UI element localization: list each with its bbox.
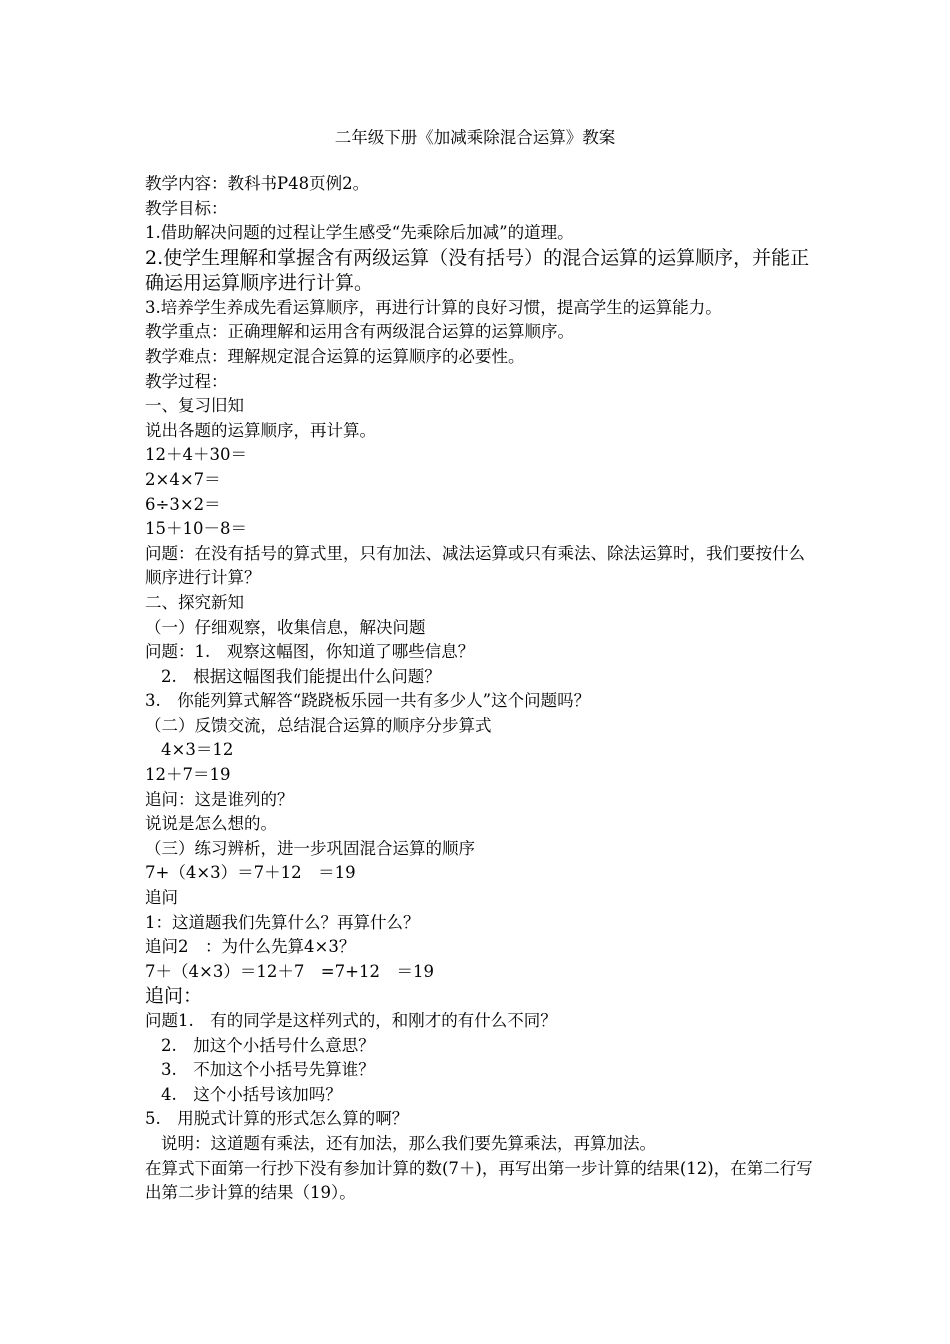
- section-heading: 二、探究新知: [145, 592, 244, 612]
- text-line: 1.借助解决问题的过程让学生感受“先乘除后加减”的道理。: [145, 223, 574, 243]
- subsection-heading: （二）反馈交流，总结混合运算的顺序分步算式: [145, 715, 492, 735]
- text-line: 追问：这是谁列的？: [145, 789, 294, 809]
- text-line: 教学目标：: [145, 198, 228, 218]
- text-line: 教学重点：正确理解和运用含有两级混合运算的运算顺序。: [145, 322, 574, 342]
- text-line: 说说是怎么想的。: [145, 814, 277, 834]
- text-line: 2. 加这个小括号什么意思？: [161, 1035, 375, 1055]
- text-line: 追问2 ：为什么先算4×3？: [145, 937, 356, 957]
- equation-line: 2×4×7＝: [145, 469, 221, 489]
- document-title: 二年级下册《加减乘除混合运算》教案: [334, 128, 616, 147]
- text-paragraph: 问题：在没有括号的算式里，只有加法、减法运算或只有乘法、除法运算时，我们要按什么顺序进行计算？: [145, 543, 805, 588]
- text-line: 3. 你能列算式解答“跷跷板乐园一共有多少人”这个问题吗？: [145, 691, 591, 711]
- text-line: 说出各题的运算顺序，再计算。: [145, 420, 376, 440]
- subsection-heading: （一）仔细观察，收集信息，解决问题: [145, 617, 426, 637]
- equation-line: 12＋7＝19: [145, 765, 231, 785]
- text-line: 3. 不加这个小括号先算谁？: [161, 1060, 375, 1080]
- subsection-heading: （三）练习辨析，进一步巩固混合运算的顺序: [145, 838, 475, 858]
- text-line: 5. 用脱式计算的形式怎么算的啊？: [145, 1109, 409, 1129]
- text-line: 教学过程：: [145, 371, 228, 391]
- text-line: 追问：: [145, 985, 203, 1008]
- equation-line: 15＋10－8＝: [145, 519, 247, 539]
- text-line: 2. 根据这幅图我们能提出什么问题？: [161, 666, 441, 686]
- equation-line: 6÷3×2＝: [145, 494, 221, 514]
- text-line: 追问: [145, 888, 178, 908]
- text-line: 3.培养学生养成先看运算顺序，再进行计算的良好习惯，提高学生的运算能力。: [145, 297, 722, 317]
- equation-line: 7+（4×3）＝7＋12 ＝19: [145, 863, 356, 883]
- text-line: 说明：这道题有乘法，还有加法，那么我们要先算乘法，再算加法。: [161, 1133, 656, 1153]
- equation-line: 7＋（4×3）＝12＋7 =7+12 ＝19: [145, 961, 434, 981]
- text-line: 问题：1. 观察这幅图，你知道了哪些信息？: [145, 642, 475, 662]
- equation-line: 4×3＝12: [161, 740, 234, 760]
- section-heading: 一、复习旧知: [145, 396, 244, 416]
- text-paragraph: 2.使学生理解和掌握含有两级运算（没有括号）的混合运算的运算顺序，并能正确运用运算顺序进行计算。: [145, 246, 810, 294]
- equation-line: 12＋4＋30＝: [145, 445, 247, 465]
- text-line: 教学内容：教科书P48页例2。: [145, 174, 370, 193]
- text-line: 1：这道题我们先算什么？再算什么？: [145, 912, 420, 932]
- text-line: 教学难点：理解规定混合运算的运算顺序的必要性。: [145, 346, 525, 366]
- text-line: 问题1. 有的同学是这样列式的，和刚才的有什么不同？: [145, 1011, 557, 1030]
- text-paragraph: 在算式下面第一行抄下没有参加计算的数(7＋)，再写出第一步计算的结果(12)，在第二行写出第二步计算的结果（19）。: [145, 1158, 813, 1203]
- document-body: [145, 172, 815, 1206]
- text-line: 4. 这个小括号该加吗？: [161, 1084, 342, 1104]
